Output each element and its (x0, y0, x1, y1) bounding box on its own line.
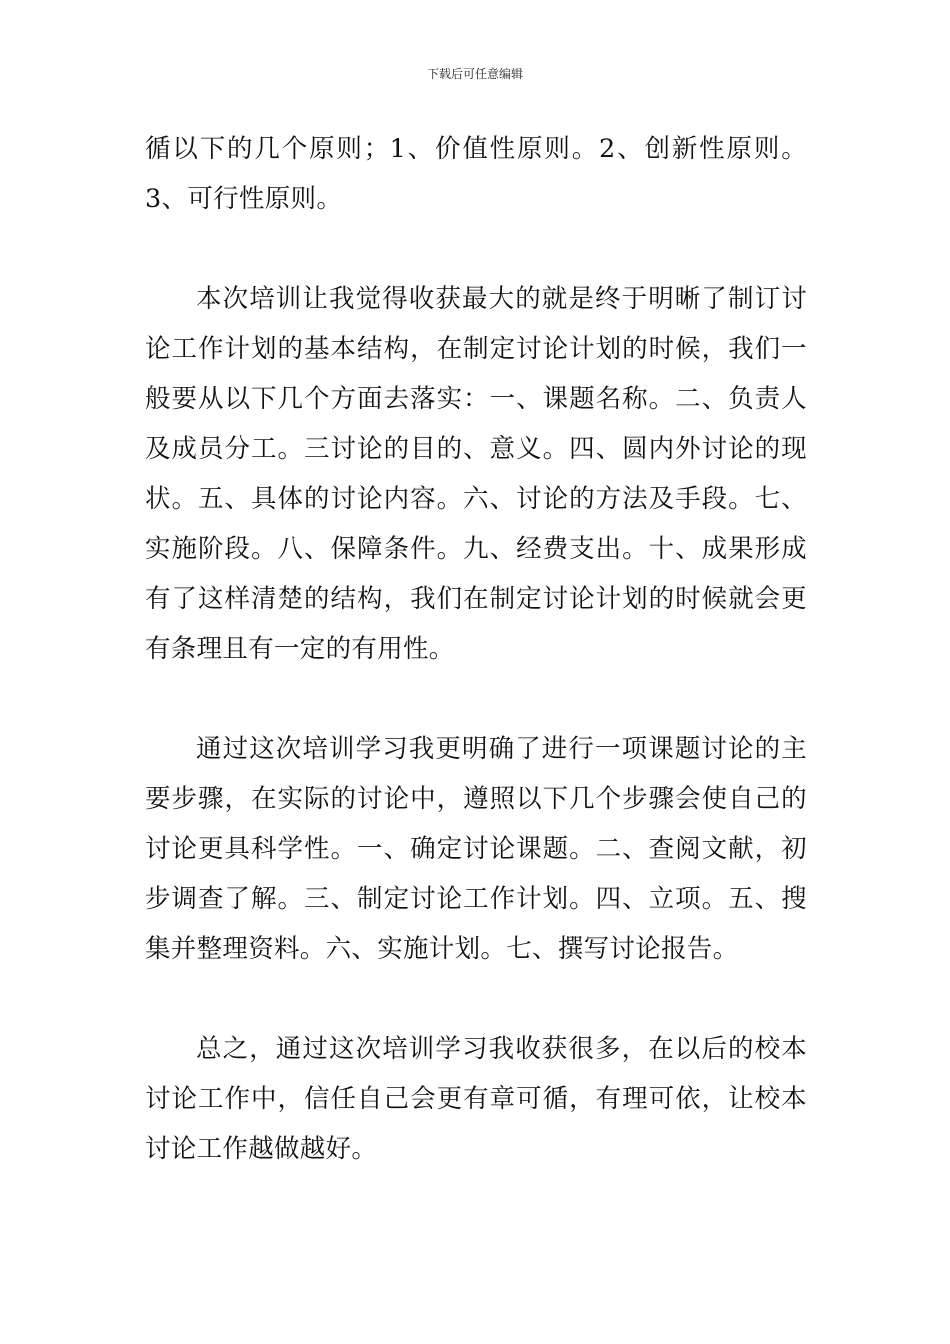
document-body (145, 124, 807, 1174)
paragraph-gap (145, 224, 807, 274)
paragraph-steps: 通过这次培训学习我更明确了进行一项课题讨论的主要步骤，在实际的讨论中，遵照以下几个步骤会使自己的讨论更具科学性。一、确定讨论课题。二、查阅文献，初步调查了解。三、制定讨论工作计划。四、立项。五、搜集并整理资料。六、实施计划。七、撰写讨论报告。 (145, 734, 807, 964)
paragraph-continuation: 循以下的几个原则；1、价值性原则。2、创新性原则。3、可行性原则。 (145, 134, 807, 214)
paragraph-gap (145, 674, 807, 724)
paragraph-gap (145, 974, 807, 1024)
paragraph-conclusion: 总之，通过这次培训学习我收获很多，在以后的校本讨论工作中，信任自己会更有章可循，有理可依，让校本讨论工作越做越好。 (145, 1034, 807, 1164)
paragraph-structure: 本次培训让我觉得收获最大的就是终于明晰了制订讨论工作计划的基本结构，在制定讨论计划的时候，我们一般要从以下几个方面去落实：一、课题名称。二、负责人及成员分工。三讨论的目的、意义。四、圆内外讨论的现状。五、具体的讨论内容。六、讨论的方法及手段。七、实施阶段。八、保障条件。九、经费支出。十、成果形成有了这样清楚的结构，我们在制定讨论计划的时候就会更有条理且有一定的有用性。 (145, 284, 807, 664)
page-header: 下载后可任意编辑 (426, 67, 523, 81)
